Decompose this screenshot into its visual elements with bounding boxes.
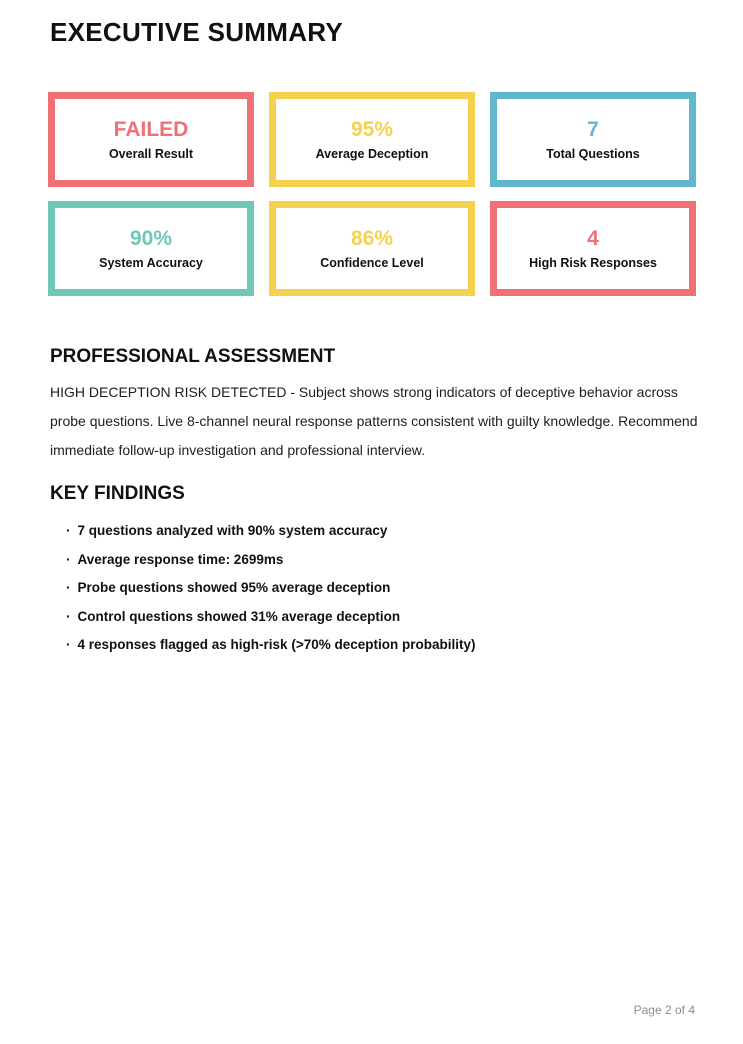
stat-label: Confidence Level	[320, 255, 424, 270]
stat-card-overall-result	[48, 92, 254, 187]
stat-card-confidence-level	[269, 201, 475, 296]
stat-card-total-questions	[490, 92, 696, 187]
finding-item	[66, 610, 475, 625]
stat-value: 7	[587, 117, 599, 141]
finding-item	[66, 638, 475, 653]
finding-text: Control questions showed 31% average deception	[77, 608, 401, 624]
stat-value: 86%	[350, 226, 394, 250]
page-title: EXECUTIVE SUMMARY	[50, 17, 344, 47]
findings-list	[66, 524, 475, 667]
bullet-dot-icon: ·	[66, 637, 71, 652]
assessment-body: HIGH DECEPTION RISK DETECTED - Subject shows strong indicators of deceptive behavior across probe questions. Live 8-channel neural response patterns consistent with guilty knowledge. Recommend immediate follow-up investigation and professional interview.	[50, 384, 698, 458]
finding-item	[66, 524, 475, 539]
page-number: Page 2 of 4	[633, 1003, 695, 1017]
stat-value: 90%	[129, 226, 173, 250]
stat-label: Average Deception	[315, 146, 429, 161]
finding-item	[66, 553, 475, 568]
stat-value: FAILED	[113, 117, 189, 141]
stat-card-system-accuracy	[48, 201, 254, 296]
stat-label: Overall Result	[108, 146, 194, 161]
stat-label: Total Questions	[546, 146, 640, 161]
stat-label: System Accuracy	[99, 255, 203, 270]
bullet-dot-icon: ·	[66, 551, 71, 567]
stat-label: High Risk Responses	[529, 255, 657, 270]
bullet-dot-icon: ·	[66, 580, 71, 595]
stat-card-average-deception	[269, 92, 475, 187]
stat-value: 95%	[350, 117, 394, 141]
finding-text: Probe questions showed 95% average deception	[77, 580, 391, 595]
stats-grid	[48, 92, 696, 296]
bullet-dot-icon: ·	[66, 608, 71, 624]
findings-heading: KEY FINDINGS	[50, 483, 185, 504]
finding-item	[66, 581, 475, 596]
bullet-dot-icon: ·	[66, 523, 71, 538]
finding-text: 7 questions analyzed with 90% system accuracy	[77, 523, 388, 538]
assessment-heading: PROFESSIONAL ASSESSMENT	[50, 346, 336, 367]
stat-card-high-risk-responses	[490, 201, 696, 296]
finding-text: Average response time: 2699ms	[77, 551, 284, 567]
stat-value: 4	[587, 226, 599, 250]
finding-text: 4 responses flagged as high-risk (>70% deception probability)	[77, 637, 476, 652]
